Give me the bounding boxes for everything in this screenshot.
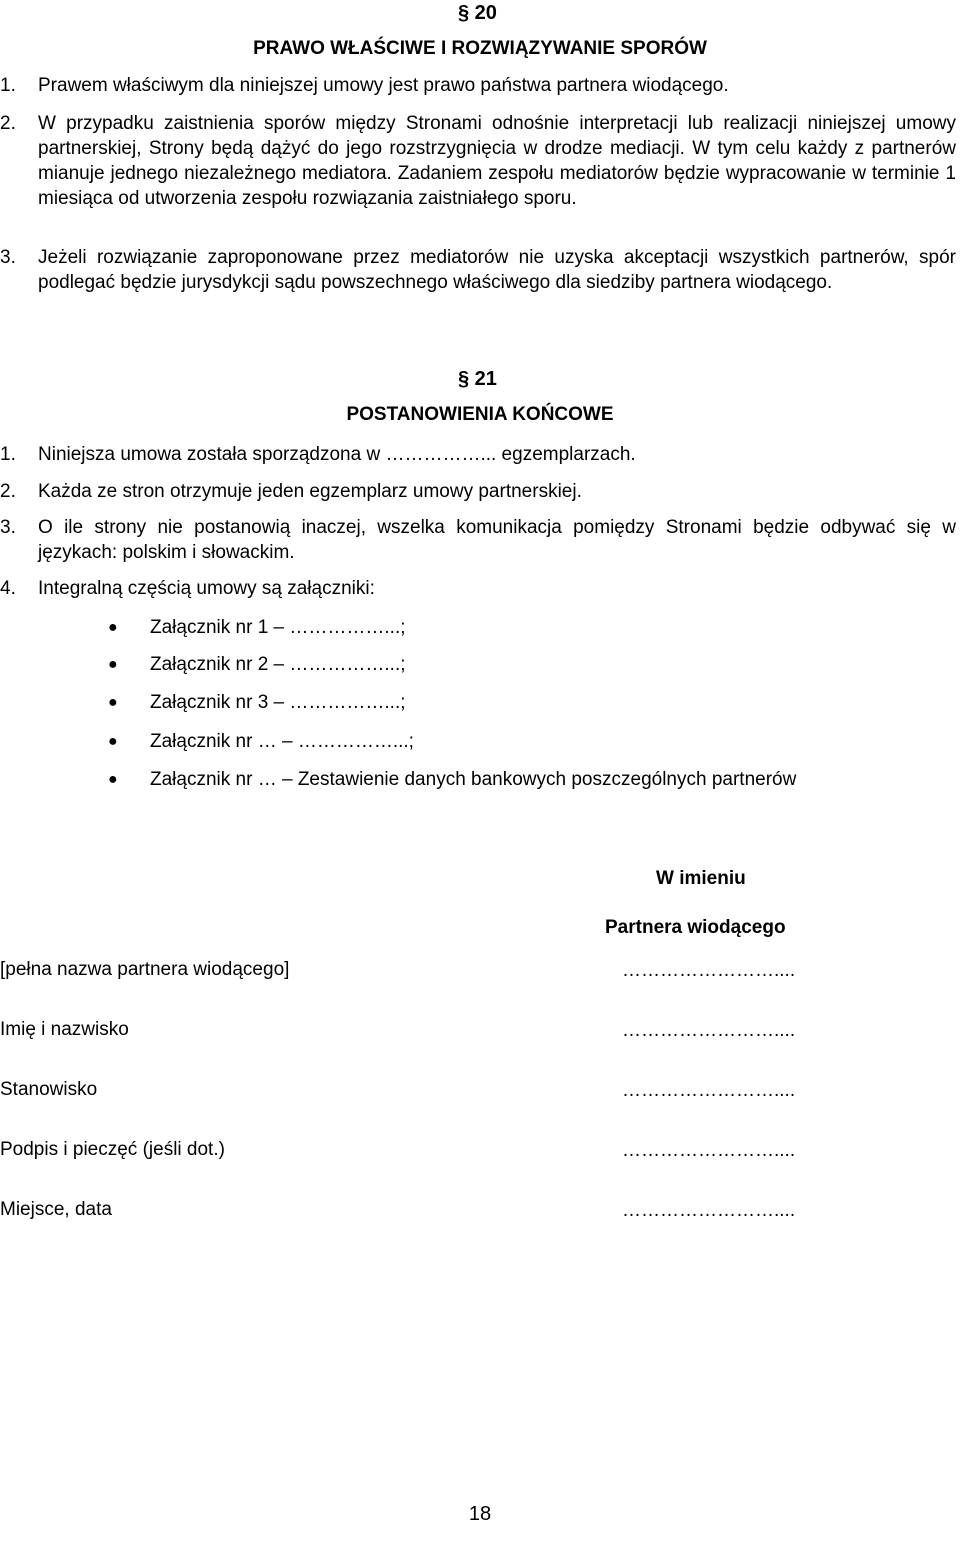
signature-row-label: Podpis i pieczęć (jeśli dot.) (0, 1139, 225, 1160)
bullet-icon: ● (108, 656, 118, 673)
signature-row-label: Miejsce, data (0, 1199, 112, 1220)
signature-header-line2: Partnera wiodącego (605, 917, 786, 938)
s21-item-3 (0, 515, 956, 565)
item-text: W przypadku zaistnienia sporów między Stronami odnośnie interpretacji lub realizacji niniejszej umowy partnerskiej, Strony będą dążyć do jego rozstrzygnięcia w drodze mediacji. W tym celu każdy z partnerów mianuje jednego niezależnego mediatora. Zadaniem zespołu mediatorów będzie wypracowanie w terminie 1 miesiąca od utworzenia zespołu rozwiązania zaistniałego sporu. (38, 113, 956, 209)
signature-header-line1: W imieniu (656, 868, 746, 889)
item-text: Jeżeli rozwiązanie zaproponowane przez mediatorów nie uzyska akceptacji wszystkich partnerów, spór podlegać będzie jurysdykcji sądu powszechnego właściwego dla siedziby partnera wiodącego. (38, 247, 956, 293)
s21-item-2 (0, 479, 956, 504)
item-text: O ile strony nie postanowią inaczej, wszelka komunikacja pomiędzy Stronami będzie odbywać się w językach: polskim i słowackim. (38, 517, 956, 563)
s21-item-4 (0, 576, 956, 601)
item-text: Prawem właściwym dla niniejszej umowy jest prawo państwa partnera wiodącego. (38, 75, 729, 96)
item-number: 2. (0, 113, 16, 134)
signature-row-value: …………………….... (622, 1200, 796, 1221)
attachment-label: Załącznik nr 3 – ……………...; (150, 692, 406, 713)
s21-item-1 (0, 442, 956, 467)
s20-item-3 (0, 245, 956, 320)
item-number: 3. (0, 247, 16, 268)
item-number: 1. (0, 444, 16, 465)
signature-row-value: …………………….... (622, 960, 796, 981)
signature-row-label: [pełna nazwa partnera wiodącego] (0, 959, 290, 980)
attachment-label: Załącznik nr … – Zestawienie danych bankowych poszczególnych partnerów (150, 769, 797, 790)
item-text: Każda ze stron otrzymuje jeden egzemplarz umowy partnerskiej. (38, 481, 582, 502)
signature-row-value: …………………….... (622, 1080, 796, 1101)
attachment-label: Załącznik nr … – ……………...; (150, 731, 414, 752)
s20-item-2 (0, 111, 956, 236)
bullet-icon: ● (108, 694, 118, 711)
signature-row-value: …………………….... (622, 1140, 796, 1161)
attachment-label: Załącznik nr 1 – ……………...; (150, 617, 406, 638)
bullet-icon: ● (108, 619, 118, 636)
section-21-heading: POSTANOWIENIA KOŃCOWE (346, 404, 614, 425)
item-number: 3. (0, 517, 16, 538)
signature-row-value: …………………….... (622, 1020, 796, 1041)
item-number: 2. (0, 481, 16, 502)
section-20-heading: PRAWO WŁAŚCIWE I ROZWIĄZYWANIE SPORÓW (253, 38, 707, 59)
item-number: 1. (0, 75, 16, 96)
page-number: 18 (468, 1503, 492, 1525)
signature-row-label: Stanowisko (0, 1079, 98, 1100)
signature-row-label: Imię i nazwisko (0, 1019, 129, 1040)
section-20-number: § 20 (458, 2, 497, 24)
item-text: Niniejsza umowa została sporządzona w ……………... egzemplarzach. (38, 444, 636, 465)
section-21-number: § 21 (458, 368, 497, 390)
item-text: Integralną częścią umowy są załączniki: (38, 578, 375, 599)
bullet-icon: ● (108, 733, 118, 750)
item-number: 4. (0, 578, 16, 599)
attachment-label: Załącznik nr 2 – ……………...; (150, 654, 406, 675)
s20-item-1 (0, 73, 956, 98)
bullet-icon: ● (108, 771, 118, 788)
